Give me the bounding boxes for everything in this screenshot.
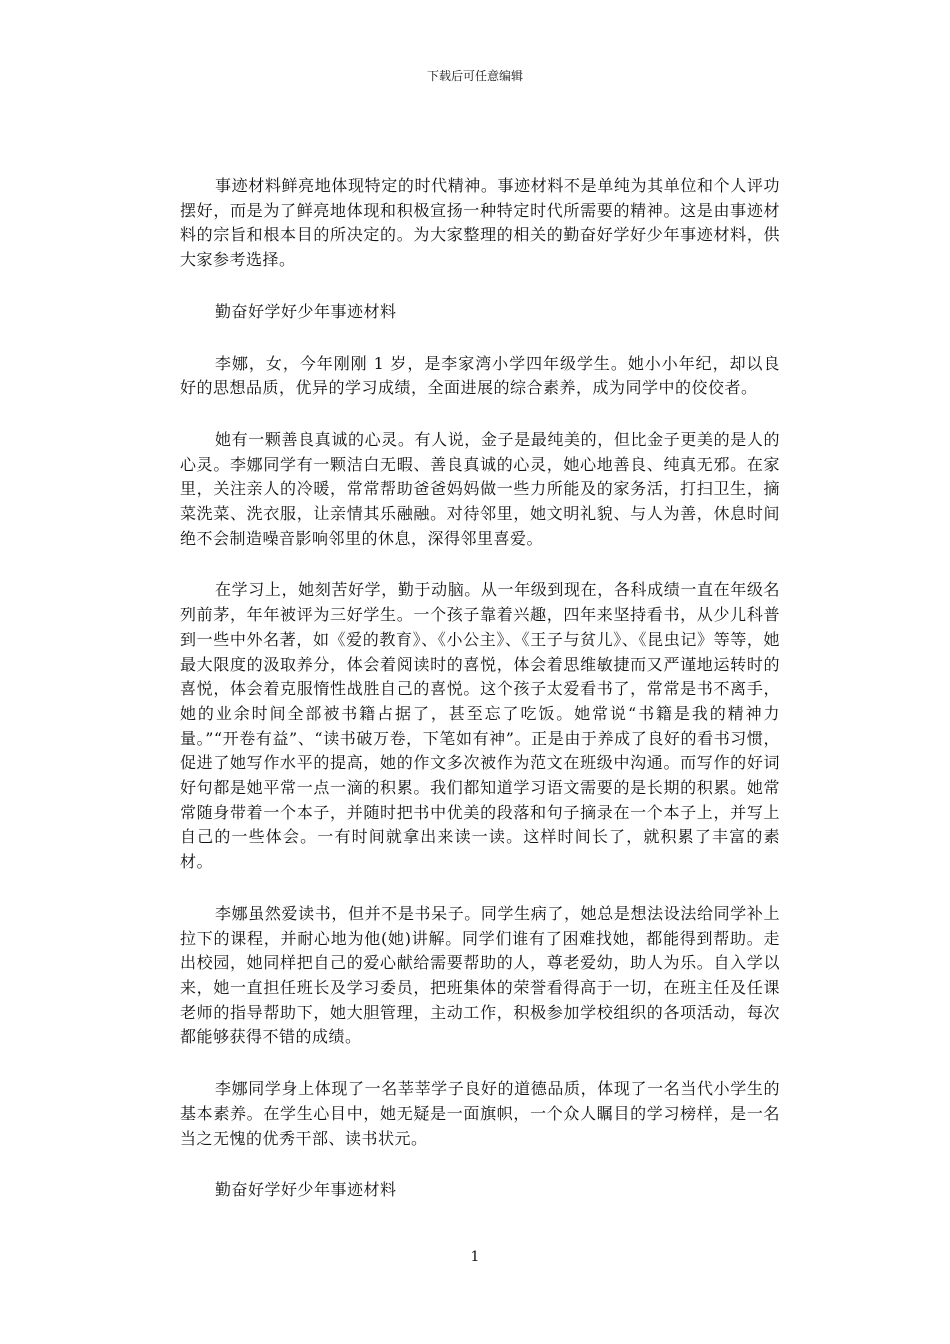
document-body <box>180 174 780 1230</box>
page-number: 1 <box>470 1249 480 1265</box>
body-paragraph: 李娜，女，今年刚刚 1 岁，是李家湾小学四年级学生。她小小年纪，却以良好的思想品质，优异的学习成绩，全面进展的综合素养，成为同学中的佼佼者。 <box>180 353 780 398</box>
section-heading: 勤奋好学好少年事迹材料 <box>215 1180 397 1200</box>
section-heading: 勤奋好学好少年事迹材料 <box>215 301 397 321</box>
body-paragraph: 在学习上，她刻苦好学，勤于动脑。从一年级到现在，各科成绩一直在年级名列前茅，年年被评为三好学生。一个孩子靠着兴趣，四年来坚持看书，从少儿科普到一些中外名著，如《爱的教育》、《小公主》、《王子与贫儿》、《昆虫记》等等，她最大限度的汲取养分，体会着阅读时的喜悦，体会着思维敏捷而又严谨地运转时的喜悦，体会着克服惰性战胜自己的喜悦。这个孩子太爱看书了，常常是书不离手，她的业余时间全部被书籍占据了，甚至忘了吃饭。她常说“书籍是我的精神力量。”“开卷有益”、“读书破万卷，下笔如有神”。正是由于养成了良好的看书习惯，促进了她写作水平的提高，她的作文多次被作为范文在班级中沟通。而写作的好词好句都是她平常一点一滴的积累。我们都知道学习语文需要的是长期的积累。她常常随身带着一个本子，并随时把书中优美的段落和句子摘录在一个本子上，并写上自己的一些体会。一有时间就拿出来读一读。这样时间长了，就积累了丰富的素材。 <box>180 580 780 872</box>
body-paragraph: 李娜虽然爱读书，但并不是书呆子。同学生病了，她总是想法设法给同学补上拉下的课程，并耐心地为他(她)讲解。同学们谁有了困难找她，都能得到帮助。走出校园，她同样把自己的爱心献给需要帮助的人，尊老爱幼，助人为乐。自入学以来，她一直担任班长及学习委员，把班集体的荣誉看得高于一切，在班主任及任课老师的指导帮助下，她大胆管理，主动工作，积极参加学校组织的各项活动，每次都能够获得不错的成绩。 <box>180 903 780 1047</box>
body-paragraph: 她有一颗善良真诚的心灵。有人说，金子是最纯美的，但比金子更美的是人的心灵。李娜同学有一颗洁白无暇、善良真诚的心灵，她心地善良、纯真无邪。在家里，关注亲人的冷暖，常常帮助爸爸妈妈做一些力所能及的家务活，打扫卫生，摘菜洗菜、洗衣服，让亲情其乐融融。对待邻里，她文明礼貌、与人为善，休息时间绝不会制造噪音影响邻里的休息，深得邻里喜爱。 <box>180 429 780 548</box>
body-paragraph: 李娜同学身上体现了一名莘莘学子良好的道德品质，体现了一名当代小学生的基本素养。在学生心目中，她无疑是一面旗帜，一个众人瞩目的学习榜样，是一名当之无愧的优秀干部、读书状元。 <box>180 1079 780 1148</box>
page-header: 下载后可任意编辑 <box>426 69 523 83</box>
intro-paragraph: 事迹材料鲜亮地体现特定的时代精神。事迹材料不是单纯为其单位和个人评功摆好，而是为了鲜亮地体现和积极宣扬一种特定时代所需要的精神。这是由事迹材料的宗旨和根本目的所决定的。为大家整理的相关的勤奋好学好少年事迹材料，供大家参考选择。 <box>180 176 780 270</box>
